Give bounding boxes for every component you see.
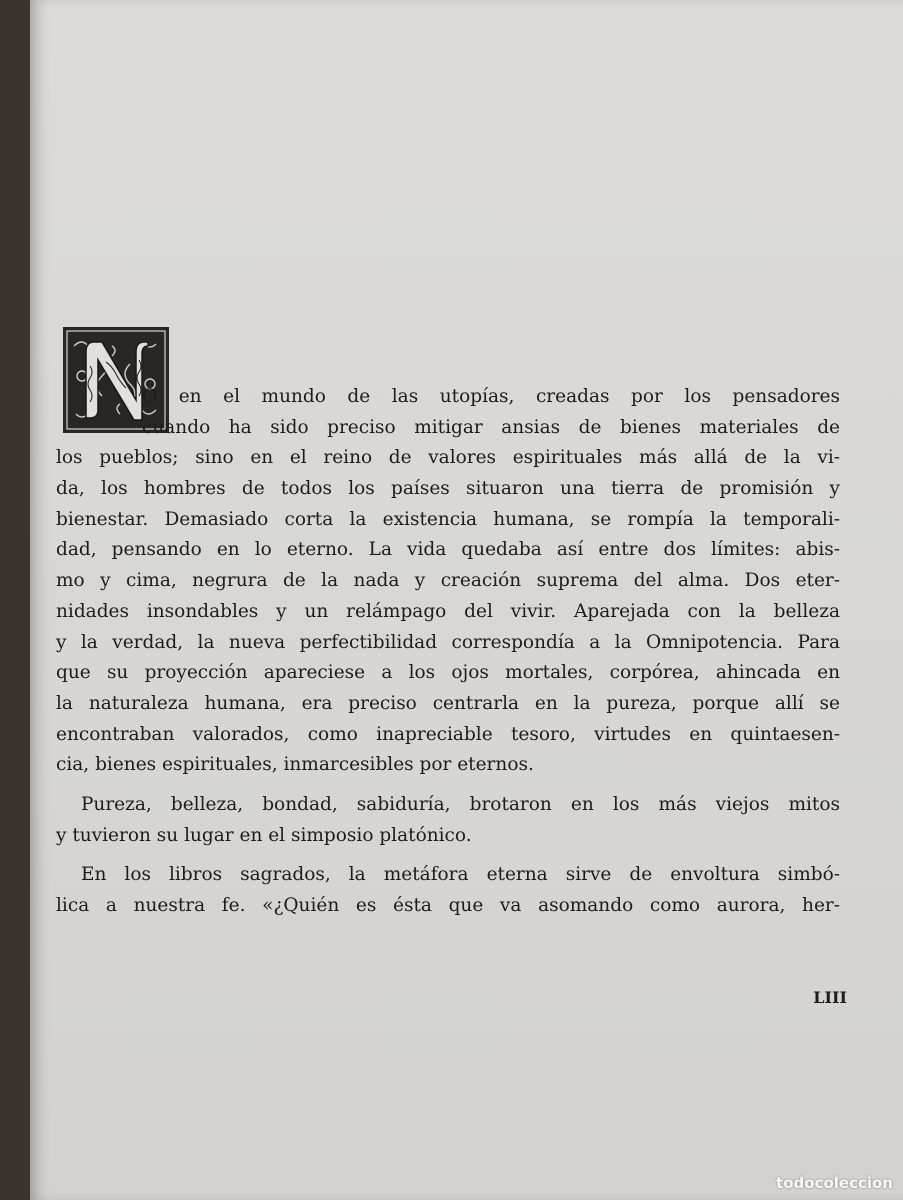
text-line: los pueblos; sino en el reino de valores espirituales más allá de la vi- [56,447,840,469]
text-line: da, los hombres de todos los países situaron una tierra de promisión y [56,478,840,500]
text-line: O en el mundo de las utopías, creadas por los pensadores [142,386,840,407]
text-line: dad, pensando en lo eterno. La vida quedaba así entre dos límites: abis- [56,539,840,561]
watermark-logo: todocoleccion [776,1174,893,1192]
text-line: y tuvieron su lugar en el simposio platónico. [56,824,472,846]
body-text [56,382,840,922]
text-line: mo y cima, negrura de la nada y creación suprema del alma. Dos eter- [56,570,840,592]
text-line: y la verdad, la nueva perfectibilidad correspondía a la Omnipotencia. Para [56,631,840,653]
text-line: Pureza, belleza, bondad, sabiduría, brotaron en los más viejos mitos [80,793,840,815]
page-number: LIII [813,988,847,1007]
text-line: bienestar. Demasiado corta la existencia humana, se rompía la temporali- [56,508,840,530]
text-line: nidades insondables y un relámpago del vivir. Aparejada con la belleza [56,600,840,622]
text-line: cia, bienes espirituales, inmarcesibles por eternos. [56,754,534,776]
text-line: la naturaleza humana, era preciso centrarla en la pureza, porque allí se [56,692,840,714]
text-line: encontraban valorados, como inapreciable tesoro, virtudes en quintaesen- [56,723,840,745]
text-line: En los libros sagrados, la metáfora eterna sirve de envoltura simbó- [80,864,840,886]
text-line: cuando ha sido preciso mitigar ansias de bienes materiales de [142,416,840,438]
text-line: lica a nuestra fe. «¿Quién es ésta que va asomando como aurora, her- [56,895,840,916]
text-line: que su proyección apareciese a los ojos mortales, corpórea, ahincada en [56,662,840,684]
